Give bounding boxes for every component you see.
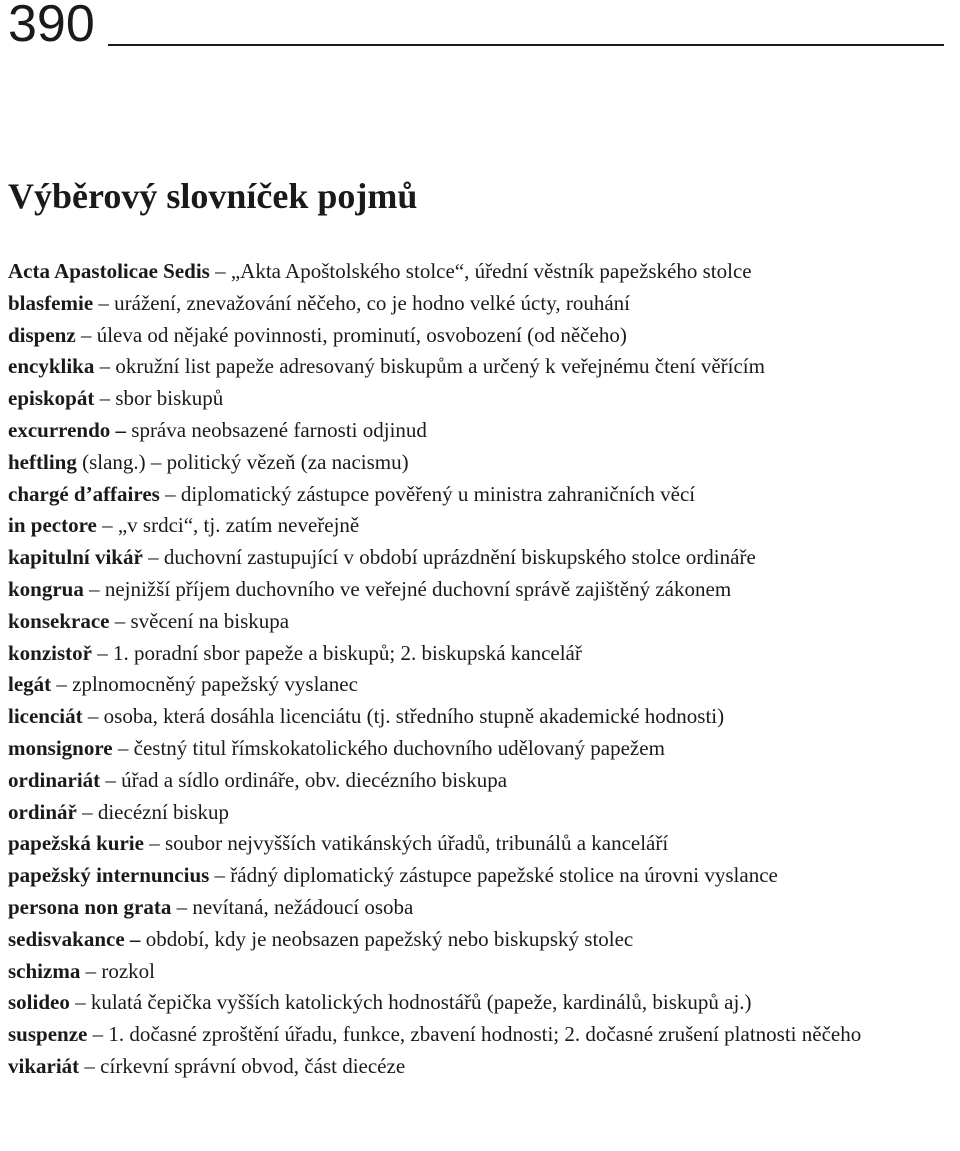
glossary-entry (8, 701, 952, 733)
glossary-term: in pectore (8, 513, 97, 538)
glossary-definition: urážení, znevažování něčeho, co je hodno velké úcty, rouhání (114, 290, 630, 315)
glossary-entry (8, 956, 952, 988)
glossary-definition: soubor nejvyšších vatikánských úřadů, tribunálů a kanceláří (164, 831, 669, 856)
glossary-definition: správa neobsazené farnosti odjinud (131, 417, 427, 442)
term-separator: – (142, 545, 164, 570)
glossary-entry (8, 606, 952, 638)
term-separator: – (94, 386, 116, 411)
term-separator: – (69, 990, 91, 1015)
glossary-definition: duchovní zastupující v období uprázdnění biskupského stolce ordináře (163, 545, 756, 570)
glossary-list (8, 256, 952, 1083)
glossary-entry (8, 542, 952, 574)
term-separator: – (76, 799, 98, 824)
term-separator: – (96, 513, 118, 538)
glossary-title: Výběrový slovníček pojmů (8, 176, 418, 216)
glossary-entry (8, 924, 952, 956)
page-header (8, 0, 944, 52)
glossary-definition: 1. poradní sbor papeže a biskupů; 2. biskupská kancelář (113, 640, 582, 665)
glossary-definition: svěcení na biskupa (130, 608, 290, 633)
glossary-entry (8, 638, 952, 670)
glossary-term: encyklika (8, 354, 95, 379)
glossary-entry (8, 256, 952, 288)
glossary-term: papežský internuncius (8, 863, 210, 888)
term-separator: – (75, 322, 97, 347)
glossary-definition: okružní list papeže adresovaný biskupům a určený k veřejnému čtení věřícím (115, 354, 765, 379)
glossary-term: kapitulní vikář (8, 545, 143, 570)
term-separator: – (159, 481, 181, 506)
glossary-definition: čestný titul římskokatolického duchovního udělovaný papežem (133, 735, 665, 760)
glossary-entry (8, 288, 952, 320)
term-separator: – (51, 672, 73, 697)
glossary-entry (8, 479, 952, 511)
term-separator: – (209, 863, 231, 888)
glossary-definition: „Akta Apoštolského stolce“, úřední věstník papežského stolce (230, 259, 752, 283)
glossary-definition: rozkol (101, 958, 155, 983)
glossary-entry (8, 828, 952, 860)
glossary-definition: nejnižší příjem duchovního ve veřejné duchovní správě zajištěný zákonem (104, 576, 732, 601)
glossary-definition: kulatá čepička vyšších katolických hodnostářů (papeže, kardinálů, biskupů aj.) (90, 990, 752, 1015)
glossary-entry (8, 383, 952, 415)
glossary-definition: období, kdy je neobsazen papežský nebo biskupský stolec (145, 926, 634, 951)
term-separator: – (112, 735, 134, 760)
glossary-entry (8, 669, 952, 701)
glossary-definition: církevní správní obvod, část diecéze (100, 1053, 406, 1078)
glossary-definition: diecézní biskup (97, 799, 230, 824)
glossary-term: konzistoř (8, 640, 92, 665)
glossary-definition: diplomatický zástupce pověřený u ministra zahraničních věcí (180, 481, 696, 506)
glossary-entry (8, 860, 952, 892)
glossary-definition: 1. dočasné zproštění úřadu, funkce, zbavení hodnosti; 2. dočasné zrušení platnosti něčeho (108, 1022, 862, 1047)
term-separator: – (143, 831, 165, 856)
glossary-term: excurrendo – (8, 417, 127, 442)
glossary-definition: řádný diplomatický zástupce papežské stolice na úrovni vyslance (230, 863, 778, 888)
glossary-entry (8, 415, 952, 447)
glossary-term: heftling (8, 449, 77, 474)
glossary-definition: osoba, která dosáhla licenciátu (tj. středního stupně akademické hodnosti) (103, 704, 725, 729)
glossary-term: episkopát (8, 386, 95, 411)
glossary-entry (8, 733, 952, 765)
glossary-entry (8, 797, 952, 829)
glossary-definition: sbor biskupů (115, 386, 224, 411)
glossary-definition: „v srdci“, tj. zatím neveřejně (117, 513, 360, 538)
glossary-entry (8, 351, 952, 383)
glossary-term: ordinář (8, 799, 77, 824)
glossary-entry (8, 447, 952, 479)
term-separator: – (82, 704, 104, 729)
term-separator: – (79, 1053, 101, 1078)
glossary-entry (8, 510, 952, 542)
glossary-term: legát (8, 672, 52, 697)
glossary-entry (8, 1051, 952, 1083)
glossary-term: kongrua (8, 576, 84, 601)
glossary-term: solideo (8, 990, 70, 1015)
glossary-term: konsekrace (8, 608, 110, 633)
term-separator: – (80, 958, 102, 983)
glossary-term: monsignore (8, 735, 113, 760)
glossary-definition: úřad a sídlo ordináře, obv. diecézního biskupa (121, 767, 508, 792)
term-separator: – (209, 259, 231, 283)
glossary-term: ordinariát (8, 767, 101, 792)
glossary-term: blasfemie (8, 290, 94, 315)
term-separator: – (92, 640, 113, 665)
glossary-entry (8, 320, 952, 352)
glossary-definition: nevítaná, nežádoucí osoba (192, 894, 414, 919)
glossary-term: dispenz (8, 322, 76, 347)
glossary-definition: zplnomocněný papežský vyslanec (72, 672, 358, 697)
glossary-term: Acta Apastolicae Sedis (8, 259, 210, 283)
glossary-entry (8, 765, 952, 797)
term-separator: – (171, 894, 193, 919)
glossary-entry (8, 892, 952, 924)
glossary-term: suspenze (8, 1022, 88, 1047)
page-number: 390 (8, 0, 95, 53)
glossary-term: sedisvakance – (8, 926, 141, 951)
glossary-term: persona non grata (8, 894, 172, 919)
term-separator: – (100, 767, 122, 792)
term-separator: – (93, 290, 115, 315)
term-separator: – (87, 1022, 109, 1047)
term-separator: – (94, 354, 116, 379)
term-separator: – (83, 576, 105, 601)
glossary-definition: úleva od nějaké povinnosti, prominutí, osvobození (od něčeho) (96, 322, 627, 347)
glossary-definition: (slang.) – politický vězeň (za nacismu) (82, 449, 409, 474)
glossary-term: papežská kurie (8, 831, 144, 856)
header-rule (108, 44, 944, 46)
glossary-entry (8, 574, 952, 606)
glossary-entry (8, 987, 952, 1019)
term-separator: – (109, 608, 131, 633)
glossary-term: licenciát (8, 704, 83, 729)
glossary-entry (8, 1019, 952, 1051)
glossary-term: vikariát (8, 1053, 80, 1078)
glossary-term: schizma (8, 958, 81, 983)
glossary-term: chargé d’affaires (8, 481, 160, 506)
